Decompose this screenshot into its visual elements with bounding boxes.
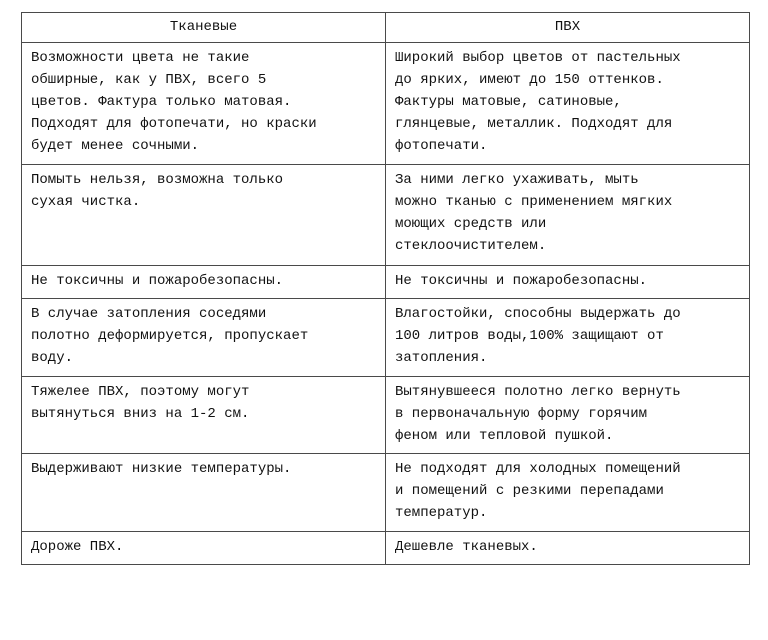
header-pvc: ПВХ: [386, 13, 750, 43]
table-row: [22, 43, 750, 165]
comparison-table: [21, 12, 750, 565]
cell-fabric: Не токсичны и пожаробезопасны.: [22, 266, 386, 299]
table-row: [22, 377, 750, 454]
cell-pvc: Дешевле тканевых.: [386, 532, 750, 565]
cell-fabric: Дороже ПВХ.: [22, 532, 386, 565]
table-row: [22, 165, 750, 266]
cell-pvc: Влагостойки, способны выдержать до 100 литров воды,100% защищают от затопления.: [386, 299, 750, 377]
cell-pvc: Не подходят для холодных помещений и помещений с резкими перепадами температур.: [386, 454, 750, 532]
table-row: [22, 454, 750, 532]
cell-fabric: Помыть нельзя, возможна только сухая чистка.: [22, 165, 386, 266]
cell-fabric: В случае затопления соседями полотно деформируется, пропускает воду.: [22, 299, 386, 377]
cell-pvc: Вытянувшееся полотно легко вернуть в первоначальную форму горячим феном или тепловой пушкой.: [386, 377, 750, 454]
cell-fabric: Выдерживают низкие температуры.: [22, 454, 386, 532]
cell-pvc: Широкий выбор цветов от пастельных до ярких, имеют до 150 оттенков. Фактуры матовые, сатиновые, глянцевые, металлик. Подходят для фотопечати.: [386, 43, 750, 165]
table-row: [22, 532, 750, 565]
header-row: [22, 13, 750, 43]
table-row: [22, 299, 750, 377]
cell-pvc: За ними легко ухаживать, мыть можно тканью с применением мягких моющих средств или стеклоочистителем.: [386, 165, 750, 266]
cell-pvc: Не токсичны и пожаробезопасны.: [386, 266, 750, 299]
header-fabric: Тканевые: [22, 13, 386, 43]
cell-fabric: Тяжелее ПВХ, поэтому могут вытянуться вниз на 1-2 см.: [22, 377, 386, 454]
table-row: [22, 266, 750, 299]
cell-fabric: Возможности цвета не такие обширные, как у ПВХ, всего 5 цветов. Фактура только матовая. Подходят для фотопечати, но краски будет менее сочными.: [22, 43, 386, 165]
